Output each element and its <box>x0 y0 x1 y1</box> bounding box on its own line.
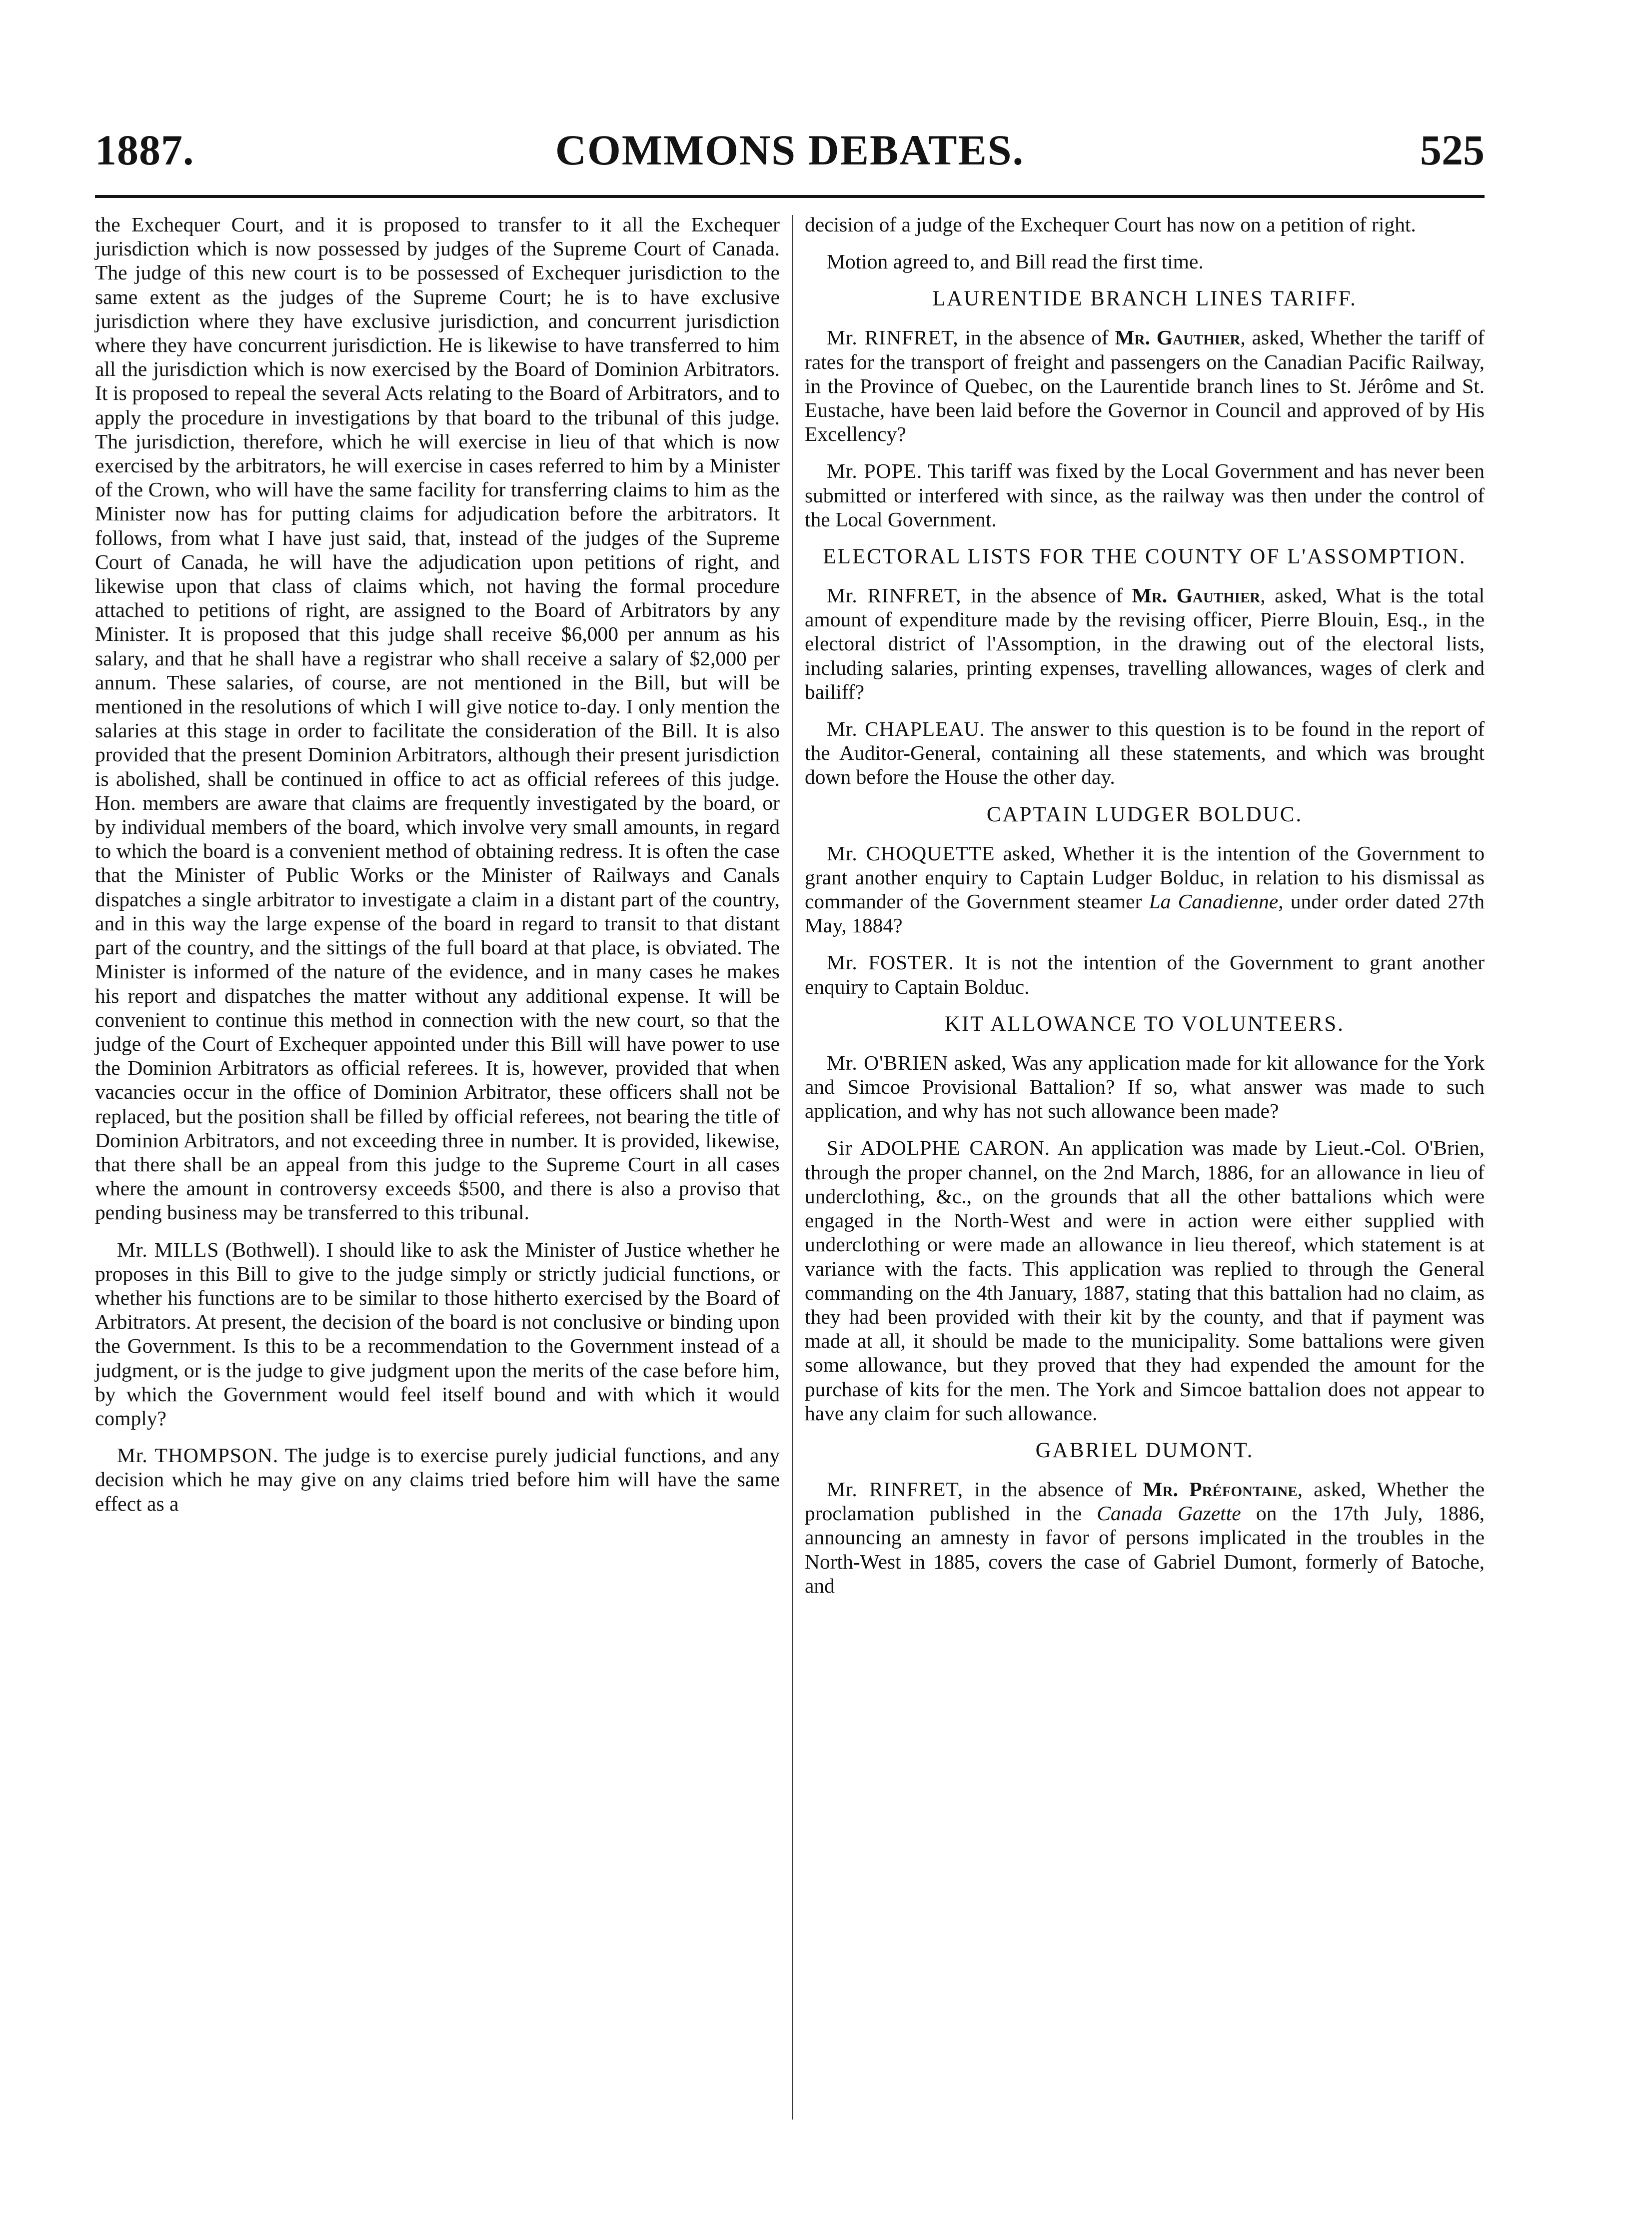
paragraph <box>805 950 1485 998</box>
speech-text: asked, Whether it is the intention of the Government to grant another enquiry to Captain Ludger Bolduc, in relation to his dismissal as commander of the Government steamer <box>805 841 1485 913</box>
paragraph <box>805 1477 1485 1598</box>
speech-text: , asked, Whether the tariff of rates for the transport of freight and passengers on the Canadian Pacific Railway, in the Province of Quebec, on the Laurentide branch lines to St. Jérôme and St. Eustache, have been laid before the Governor in Council and approved of by His Excellency? <box>805 326 1485 446</box>
speech-text: under order dated 27th May, 1884? <box>805 890 1485 937</box>
speech-text: It is not the intention of the Government to grant another enquiry to Captain Bolduc. <box>805 951 1485 998</box>
section-heading: ELECTORAL LISTS FOR THE COUNTY OF L'ASSOMPTION. <box>823 545 1467 569</box>
header-year: 1887. <box>95 126 194 174</box>
member-name: Mr. Préfontaine <box>1143 1477 1298 1501</box>
column-divider <box>792 215 793 2120</box>
speaker-name: Sir ADOLPHE CARON. <box>827 1136 1051 1160</box>
speaker-name: Mr. RINFRET, <box>827 1477 964 1501</box>
speaker-name: Mr. MILLS <box>117 1238 219 1261</box>
member-name: Mr. Gauthier <box>1132 584 1261 607</box>
speech-text: This tariff was fixed by the Local Government and has never been submitted or interfered with since, as the railway was then under the control of the Local Government. <box>805 459 1485 531</box>
right-column <box>805 212 1485 1611</box>
paragraph <box>805 717 1485 789</box>
paragraph: Motion agreed to, and Bill read the first time. <box>827 250 1204 273</box>
speech-text: , asked, What is the total amount of expenditure made by the revising officer, Pierre Blouin, Esq., in the electoral district of l'Assomption, in the drawing out of the electoral lists, including salaries, printing expenses, travelling allowances, wages of clerk and bailiff? <box>805 584 1485 703</box>
header-rule <box>95 195 1485 198</box>
header-page-number: 525 <box>1420 126 1485 174</box>
section-heading: GABRIEL DUMONT. <box>1035 1438 1254 1462</box>
speech-text: , asked, Whether the proclamation published in the <box>805 1477 1485 1525</box>
speaker-name: Mr. POPE. <box>827 459 923 483</box>
paragraph <box>805 841 1485 938</box>
speaker-name: Mr. O'BRIEN <box>827 1051 949 1074</box>
header-title: COMMONS DEBATES. <box>555 126 1025 174</box>
paragraph <box>805 1136 1485 1425</box>
speech-text: An application was made by Lieut.-Col. O'Brien, through the proper channel, on the 2nd March, 1886, for an allowance in lieu of underclothing, &c., on the grounds that all the other battalions which were engaged in the North-West and were in action were either supplied with underclothing or were made an allowance in lieu thereof, which statement is at variance with the facts. This application was replied to through the General commanding on the 4th January, 1887, stating that this battalion had no claim, as they had been provided with their kit by the county, and that if payment was made at all, it should be made to the municipality. Some battalions were given some allowance, but they proved that they had expended the amount for the purchase of kits for the men. The York and Simcoe battalion does not appear to have any claim for such allowance. <box>805 1136 1485 1425</box>
speaker-name: Mr. RINFRET, <box>827 584 962 607</box>
paragraph <box>95 1443 780 1516</box>
speech-text: (Bothwell). I should like to ask the Minister of Justice whether he proposes in this Bill to give to the judge simply or strictly judicial functions, or whether his functions are to be similar to those hitherto exercised by the Board of Arbitrators. At present, the decision of the board is not conclusive or binding upon the Government. Is this to be a recommendation to the Government instead of a judgment, or is the judge to give judgment upon the merits of the case before him, by which the Government would feel itself bound and with which it would comply? <box>95 1238 780 1430</box>
member-name: Mr. Gauthier <box>1115 326 1241 349</box>
paragraph: the Exchequer Court, and it is proposed to transfer to it all the Exchequer jurisdiction which is now possessed by judges of the Supreme Court of Canada. The judge of this new court is to be possessed of Exchequer jurisdiction to the same extent as the judges of the Supreme Court; he is to have exclusive jurisdiction where they have exclusive jurisdiction, and concurrent jurisdiction where they have concurrent jurisdiction. He is likewise to have transferred to him all the jurisdiction which is now exercised by the Board of Dominion Arbitrators. It is proposed to repeal the several Acts relating to the Board of Arbitrators, and to apply the procedure in investigations by that board to the tribunal of this judge. The jurisdiction, therefore, which he will exercise in lieu of that which is now exercised by the arbitrators, he will exercise in cases referred to him by a Minister of the Crown, who will have the same facility for transferring claims to him as the Minister now has for putting claims for adjudication before the arbitrators. It follows, from what I have just said, that, instead of the judges of the Supreme Court of Canada, he will have the adjudication upon petitions of right, and likewise upon that class of claims which, not having the formal procedure attached to petitions of right, are assigned to the Board of Arbitrators by any Minister. It is proposed that this judge shall receive $6,000 per annum as his salary, and that he shall have a registrar who shall receive a salary of $2,000 per annum. These salaries, of course, are not mentioned in the Bill, but will be mentioned in the resolutions of which I will give notice to-day. I only mention the salaries at this stage in order to facilitate the consideration of the Bill. It is also provided that the present Dominion Arbitrators, although their present jurisdiction is abolished, shall be continued in office to act as official referees of this judge. Hon. members are aware that claims are frequently investigated by the board, or by individual members of the board, which involve very small amounts, in regard to which the board is a convenient method of obtaining redress. It is often the case that the Minister of Public Works or the Minister of Railways and Canals dispatches a single arbitrator to investigate a claim in a distant part of the country, and in this way the large expense of the board in regard to transit to that distant part of the country, and the sittings of the full board at that place, is obviated. The Minister is informed of the nature of the evidence, and in many cases he makes his report and dispatches the matter without any additional expense. It will be convenient to continue this method in connection with the new court, so that the judge of the Court of Exchequer appointed under this Bill will have power to use the Dominion Arbitrators as official referees. It is, however, provided that when vacancies occur in the office of Dominion Arbitrator, these officers shall not be replaced, but the position shall be filled by official referees, not bearing the title of Dominion Arbitrators, and not exceeding three in number. It is provided, likewise, that there shall be an appeal from this judge to the Supreme Court in all cases where the amount in controversy exceeds $500, and there is also a proviso that pending business may be transferred to this tribunal. <box>95 213 780 1224</box>
speaker-name: Mr. RINFRET, <box>827 326 959 349</box>
section-heading: CAPTAIN LUDGER BOLDUC. <box>986 802 1303 826</box>
section-heading: LAURENTIDE BRANCH LINES TARIFF. <box>932 287 1357 311</box>
speech-text: asked, Was any application made for kit allowance for the York and Simcoe Provisional Battalion? If so, what answer was made to such application, and why has not such allowance been made? <box>805 1051 1485 1123</box>
speech-text: on the 17th July, 1886, announcing an amnesty in favor of persons implicated in the troubles in the North-West in 1885, covers the case of Gabriel Dumont, formerly of Batoche, and <box>805 1502 1485 1597</box>
paragraph <box>805 325 1485 446</box>
paragraph: decision of a judge of the Exchequer Court has now on a petition of right. <box>805 213 1416 236</box>
speaker-name: Mr. FOSTER. <box>827 951 954 974</box>
speaker-name: Mr. CHAPLEAU. <box>827 717 985 741</box>
section-heading: KIT ALLOWANCE TO VOLUNTEERS. <box>945 1012 1345 1036</box>
speech-text: The answer to this question is to be found in the report of the Auditor-General, containing all these statements, and which was brought down before the House the other day. <box>805 717 1485 789</box>
paragraph <box>805 1051 1485 1123</box>
publication-name: Canada Gazette <box>1097 1502 1241 1525</box>
speaker-name: Mr. THOMPSON. <box>117 1444 279 1467</box>
speaker-name: Mr. CHOQUETTE <box>827 841 995 865</box>
page-header <box>95 125 1485 185</box>
speech-text: in the absence of <box>958 326 1115 349</box>
left-column <box>95 212 780 1529</box>
paragraph <box>95 1238 780 1431</box>
speech-text: The judge is to exercise purely judicial functions, and any decision which he may give on any claims tried before him will have the same effect as a <box>95 1444 780 1515</box>
speech-text: in the absence of <box>961 584 1132 607</box>
paragraph <box>805 459 1485 531</box>
paragraph <box>805 583 1485 704</box>
vessel-name: La Canadienne, <box>1149 890 1284 913</box>
speech-text: in the absence of <box>963 1477 1143 1501</box>
